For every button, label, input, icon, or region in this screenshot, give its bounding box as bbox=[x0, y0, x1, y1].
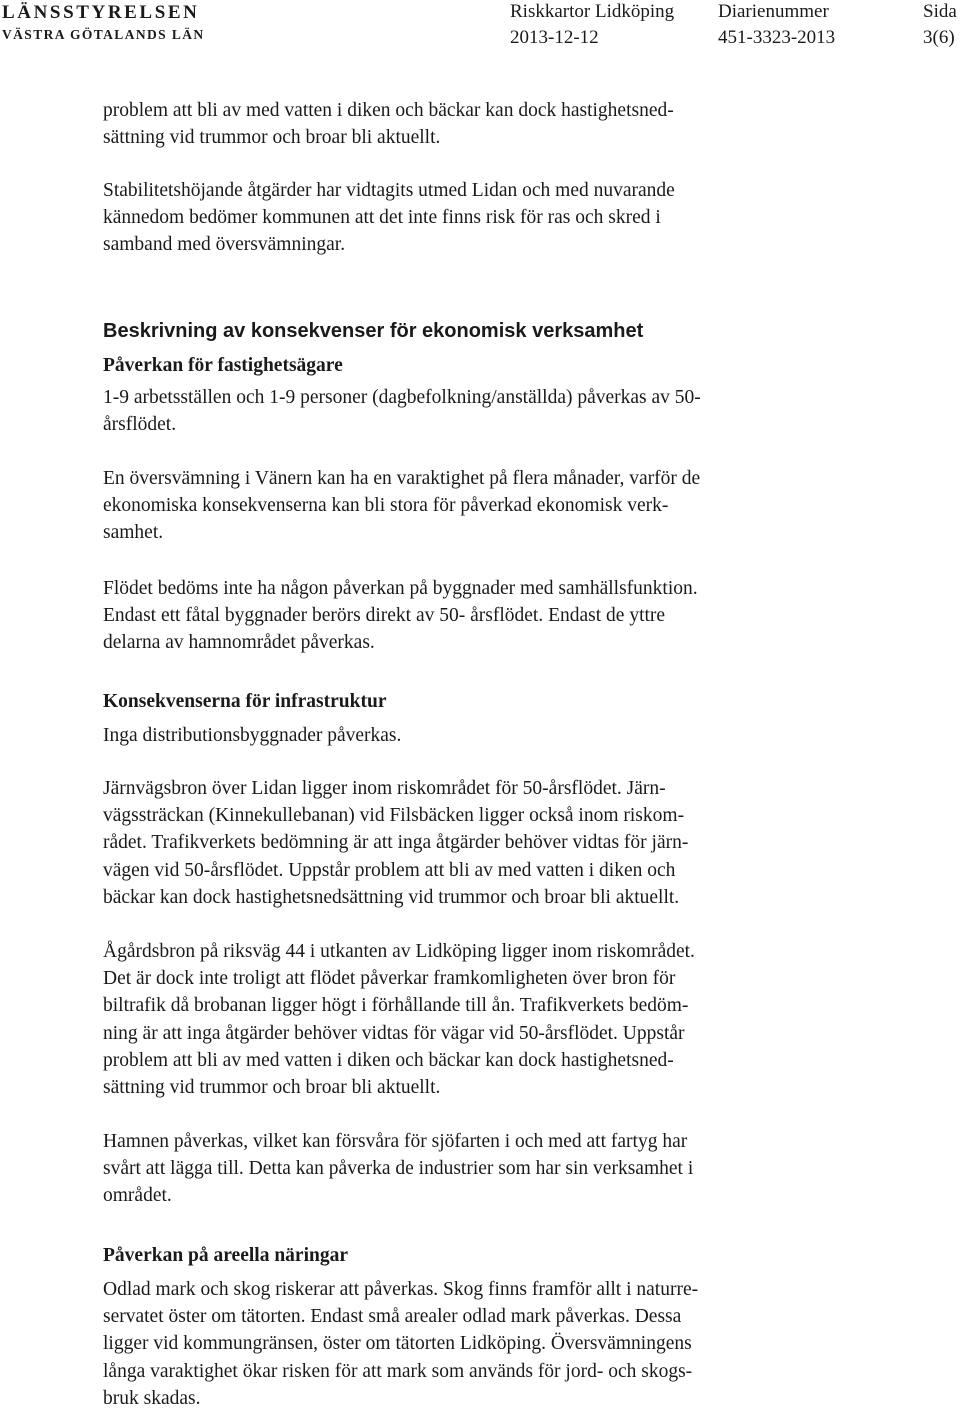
text-line: servatet öster om tätorten. Endast små arealer odlad mark påverkas. Dessa bbox=[103, 1306, 682, 1328]
paragraph bbox=[103, 384, 903, 438]
subheading-title: Påverkan på areella näringar bbox=[103, 1245, 348, 1266]
subheading-title: Konsekvenserna för infrastruktur bbox=[103, 691, 387, 712]
text-line: Järnvägsbron över Lidan ligger inom riskområdet för 50-årsflödet. Järn- bbox=[103, 778, 666, 799]
subheading-title: Påverkan för fastighetsägare bbox=[103, 355, 343, 376]
text-line: problem att bli av med vatten i diken och bäckar kan dock hastighetsned- bbox=[103, 100, 674, 121]
text-line: ekonomiska konsekvenserna kan bli stora för påverkad ekonomisk verk- bbox=[103, 495, 669, 517]
text-line: Endast ett fåtal byggnader berörs direkt av 50- årsflödet. Endast de yttre bbox=[103, 605, 666, 627]
text-line: biltrafik då brobanan ligger högt i förhållande till ån. Trafikverkets bedöm- bbox=[103, 995, 689, 1017]
diarienummer-label: Diarienummer bbox=[718, 1, 829, 22]
text-line: Hamnen påverkas, vilket kan försvåra för sjöfarten i och med att fartyg har bbox=[103, 1131, 688, 1152]
organization-logo bbox=[2, 0, 205, 44]
text-line: svårt att lägga till. Detta kan påverka de industrier som har sin verksamhet i bbox=[103, 1158, 694, 1180]
page-label: Sida bbox=[923, 1, 957, 22]
paragraph bbox=[103, 1276, 903, 1412]
paragraph bbox=[103, 722, 903, 749]
paragraph bbox=[103, 938, 903, 1101]
text-line: samband med översvämningar. bbox=[103, 234, 346, 256]
text-line: årsflödet. bbox=[103, 414, 177, 436]
text-line: 1-9 arbetsställen och 1-9 personer (dagbefolkning/anställda) påverkas av 50- bbox=[103, 387, 701, 408]
diarienummer-value: 451-3323-2013 bbox=[718, 27, 836, 48]
text-line: långa varaktighet ökar risken för att mark som används för jord- och skogs- bbox=[103, 1360, 693, 1382]
text-line: kännedom bedömer kommunen att det inte finns risk för ras och skred i bbox=[103, 207, 661, 229]
text-line: samhet. bbox=[103, 522, 164, 544]
text-line: Inga distributionsbyggnader påverkas. bbox=[103, 725, 402, 746]
text-line: En översvämning i Vänern kan ha en varaktighet på flera månader, varför de bbox=[103, 468, 701, 489]
section-heading bbox=[103, 317, 903, 345]
text-line: delarna av hamnområdet påverkas. bbox=[103, 632, 375, 654]
text-line: problem att bli av med vatten i diken och bäckar kan dock hastighetsned- bbox=[103, 1049, 674, 1071]
paragraph bbox=[103, 465, 903, 547]
text-line: vägssträckan (Kinnekullebanan) vid Filsbäcken ligger också inom riskom- bbox=[103, 805, 685, 827]
paragraph bbox=[103, 177, 903, 259]
text-line: sättning vid trummor och broar bli aktuellt. bbox=[103, 1077, 441, 1099]
text-line: Odlad mark och skog riskerar att påverkas. Skog finns framför allt i naturre- bbox=[103, 1279, 699, 1300]
text-line: Ågårdsbron på riksväg 44 i utkanten av Lidköping ligger inom riskområdet. bbox=[103, 941, 695, 962]
diarienummer bbox=[718, 0, 835, 51]
document-date: 2013-12-12 bbox=[510, 27, 599, 48]
text-line: vägen vid 50-årsflödet. Uppstår problem att bli av med vatten i diken och bbox=[103, 859, 676, 881]
page-value: 3(6) bbox=[923, 27, 955, 48]
section-title: Beskrivning av konsekvenser för ekonomisk verksamhet bbox=[103, 320, 644, 342]
text-line: bäckar kan dock hastighetsnedsättning vid trummor och broar bli aktuellt. bbox=[103, 886, 680, 908]
organization-name: LÄNSSTYRELSEN bbox=[2, 2, 200, 23]
organization-region: VÄSTRA GÖTALANDS LÄN bbox=[2, 27, 205, 42]
paragraph bbox=[103, 1128, 903, 1210]
text-line: bruk skadas. bbox=[103, 1387, 201, 1409]
subheading bbox=[103, 688, 903, 716]
page-number bbox=[923, 0, 957, 51]
text-line: ning är att inga åtgärder behöver vidtas för vägar vid 50-årsflödet. Uppstår bbox=[103, 1022, 685, 1044]
document-title: Riskkartor Lidköping bbox=[510, 1, 675, 22]
text-line: området. bbox=[103, 1185, 172, 1207]
subheading bbox=[103, 1242, 903, 1270]
paragraph bbox=[103, 575, 903, 657]
text-line: Stabilitetshöjande åtgärder har vidtagits utmed Lidan och med nuvarande bbox=[103, 180, 675, 201]
text-line: rådet. Trafikverkets bedömning är att inga åtgärder behöver vidtas för järn- bbox=[103, 832, 689, 854]
text-line: sättning vid trummor och broar bli aktuellt. bbox=[103, 127, 441, 149]
document-info bbox=[510, 0, 674, 51]
paragraph bbox=[103, 775, 903, 911]
subheading bbox=[103, 352, 903, 380]
text-line: Det är dock inte troligt att flödet påverkar framkomligheten över bron för bbox=[103, 968, 676, 990]
paragraph bbox=[103, 97, 903, 151]
text-line: Flödet bedöms inte ha någon påverkan på byggnader med samhällsfunktion. bbox=[103, 578, 698, 599]
text-line: ligger vid kommungränsen, öster om tätorten Lidköping. Översvämningens bbox=[103, 1333, 692, 1355]
